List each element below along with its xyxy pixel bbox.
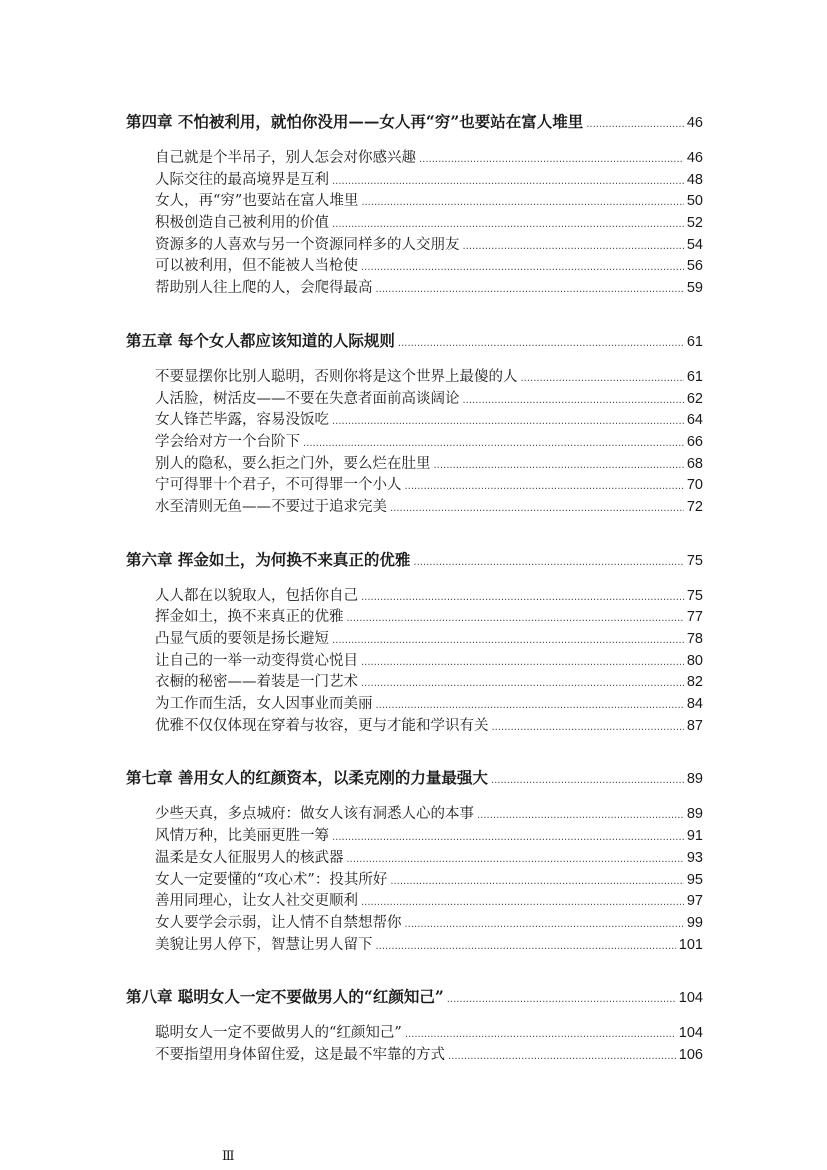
entry-page-number: 75 — [686, 587, 703, 604]
toc-entry[interactable] — [126, 846, 703, 868]
entry-title: 凸显气质的要领是扬长避短 — [155, 631, 329, 647]
toc-entry[interactable] — [126, 649, 703, 671]
entry-title: 风情万种，比美丽更胜一筹 — [155, 828, 329, 845]
toc-entry[interactable] — [126, 254, 703, 276]
entry-page-number: 48 — [686, 171, 703, 188]
entry-page-number: 80 — [686, 652, 703, 669]
entry-title: 学会给对方一个台阶下 — [155, 433, 300, 450]
entry-title: 人活脸，树活皮——不要在失意者面前高谈阔论 — [155, 390, 460, 407]
dot-leader — [405, 1030, 676, 1040]
dot-leader — [361, 658, 684, 668]
entry-title: 自己就是个半吊子，别人怎会对你感兴趣 — [155, 150, 416, 166]
entry-page-number: 78 — [686, 631, 703, 647]
dot-leader — [586, 120, 684, 130]
entry-title: 帮助别人往上爬的人，会爬得最高 — [155, 280, 373, 297]
chapter-5 — [126, 329, 703, 517]
dot-leader — [347, 855, 684, 865]
entry-page-number: 95 — [686, 871, 703, 888]
toc-entry[interactable] — [126, 452, 703, 474]
dot-leader — [390, 877, 684, 887]
dot-leader — [419, 155, 684, 165]
entry-title: 人际交往的最高境界是互利 — [155, 171, 329, 188]
dot-leader — [332, 833, 684, 843]
chapter-page-number: 104 — [678, 990, 703, 1007]
dot-leader — [448, 1052, 676, 1062]
toc-entry[interactable] — [126, 189, 703, 211]
toc-entry[interactable] — [126, 1043, 703, 1065]
entry-title: 水至清则无鱼——不要过于追求完美 — [155, 498, 387, 515]
dot-leader — [361, 198, 684, 208]
entry-title: 美貌让男人停下，智慧让男人留下 — [155, 936, 373, 953]
chapter-title: 第七章 善用女人的红颜资本，以柔克刚的力量最强大 — [126, 768, 488, 788]
toc-entry[interactable] — [126, 430, 703, 452]
entry-page-number: 46 — [686, 150, 703, 166]
chapter-page-number: 89 — [686, 771, 703, 788]
dot-leader — [332, 220, 684, 230]
entry-title: 人人都在以貌取人，包括你自己 — [155, 587, 358, 604]
toc-entry[interactable] — [126, 802, 703, 824]
entry-title: 为工作而生活，女人因事业而美丽 — [155, 696, 373, 713]
entry-page-number: 99 — [686, 914, 703, 931]
entry-title: 女人锋芒毕露，容易没饭吃 — [155, 412, 329, 429]
toc-entry[interactable] — [126, 233, 703, 255]
entry-page-number: 104 — [678, 1025, 703, 1042]
entry-page-number: 106 — [678, 1046, 703, 1063]
dot-leader — [376, 701, 684, 711]
dot-leader — [477, 811, 684, 821]
entry-page-number: 68 — [686, 455, 703, 472]
entry-page-number: 61 — [686, 368, 703, 385]
dot-leader — [491, 776, 684, 786]
entry-page-number: 77 — [686, 609, 703, 626]
entry-title: 女人，再“穷”也要站在富人堆里 — [155, 193, 359, 210]
dot-leader — [413, 558, 683, 568]
chapter-8 — [126, 985, 703, 1064]
entry-page-number: 72 — [686, 498, 703, 515]
toc-entry[interactable] — [126, 824, 703, 846]
entry-title: 温柔是女人征服男人的核武器 — [155, 849, 344, 866]
entry-title: 聪明女人一定不要做男人的“红颜知己” — [155, 1025, 402, 1042]
dot-leader — [361, 898, 684, 908]
entry-page-number: 52 — [686, 215, 703, 232]
chapter-heading[interactable] — [126, 329, 703, 353]
toc-entry[interactable] — [126, 889, 703, 911]
entry-page-number: 91 — [686, 828, 703, 845]
chapter-heading[interactable] — [126, 985, 703, 1009]
page-footer-number: Ⅲ — [222, 1149, 235, 1164]
dot-leader — [405, 482, 684, 492]
chapter-heading[interactable] — [126, 548, 703, 572]
dot-leader — [361, 679, 684, 689]
chapter-heading[interactable] — [126, 766, 703, 790]
entry-title: 衣橱的秘密——着装是一门艺术 — [155, 674, 358, 691]
entry-page-number: 62 — [686, 390, 703, 407]
toc-entry[interactable] — [126, 495, 703, 517]
entry-title: 让自己的一举一动变得赏心悦目 — [155, 652, 358, 669]
table-of-contents — [126, 110, 703, 1096]
entry-title: 少些天真，多点城府：做女人该有洞悉人心的本事 — [155, 806, 474, 823]
chapter-title: 第四章 不怕被利用，就怕你没用——女人再“穷”也要站在富人堆里 — [126, 112, 584, 131]
entry-title: 资源多的人喜欢与另一个资源同样多的人交朋友 — [155, 236, 460, 253]
entry-title: 别人的隐私，要么拒之门外，要么烂在肚里 — [155, 455, 431, 472]
entry-page-number: 101 — [678, 936, 703, 953]
toc-entry[interactable] — [126, 714, 703, 736]
entry-title: 积极创造自己被利用的价值 — [155, 215, 329, 232]
entry-title: 优雅不仅仅体现在穿着与妆容，更与才能和学识有关 — [155, 717, 489, 734]
entry-page-number: 84 — [686, 696, 703, 713]
toc-entry[interactable] — [126, 146, 703, 168]
toc-entry[interactable] — [126, 605, 703, 627]
chapter-heading[interactable] — [126, 110, 703, 134]
entry-page-number: 70 — [686, 477, 703, 494]
chapter-7 — [126, 766, 703, 954]
entry-title: 女人一定要懂的“攻心术”：投其所好 — [155, 871, 388, 888]
toc-entry[interactable] — [126, 473, 703, 495]
chapter-page-number: 75 — [686, 552, 703, 569]
entry-title: 宁可得罪十个君子，不可得罪一个小人 — [155, 477, 402, 494]
entry-page-number: 56 — [686, 258, 703, 275]
entry-page-number: 89 — [686, 806, 703, 823]
chapter-page-number: 46 — [686, 115, 703, 131]
entry-title: 挥金如土，换不来真正的优雅 — [155, 609, 344, 626]
entry-title: 善用同理心，让女人社交更顺利 — [155, 893, 358, 910]
dot-leader — [463, 242, 684, 252]
dot-leader — [332, 177, 684, 187]
entry-page-number: 82 — [686, 674, 703, 691]
entry-page-number: 66 — [686, 433, 703, 450]
dot-leader — [447, 995, 676, 1005]
dot-leader — [361, 593, 684, 603]
toc-entry[interactable] — [126, 627, 703, 649]
chapter-6 — [126, 548, 703, 736]
entry-page-number: 87 — [686, 717, 703, 734]
toc-entry[interactable] — [126, 168, 703, 190]
dot-leader — [332, 417, 684, 427]
toc-entry[interactable] — [126, 365, 703, 387]
dot-leader — [463, 396, 684, 406]
entry-title: 女人要学会示弱，让人情不自禁想帮你 — [155, 914, 402, 931]
dot-leader — [347, 614, 684, 624]
chapter-4 — [126, 110, 703, 298]
entry-title: 可以被利用，但不能被人当枪使 — [155, 258, 358, 275]
toc-entry[interactable] — [126, 211, 703, 233]
entry-page-number: 97 — [686, 893, 703, 910]
dot-leader — [390, 504, 684, 514]
chapter-title: 第五章 每个女人都应该知道的人际规则 — [126, 330, 395, 350]
toc-entry[interactable] — [126, 1021, 703, 1043]
chapter-title: 第八章 聪明女人一定不要做男人的“红颜知己” — [126, 987, 444, 1007]
toc-entry[interactable] — [126, 670, 703, 692]
entry-page-number: 93 — [686, 849, 703, 866]
dot-leader — [303, 439, 684, 449]
dot-leader — [405, 920, 684, 930]
entry-page-number: 50 — [686, 193, 703, 210]
dot-leader — [361, 263, 684, 273]
entry-page-number: 64 — [686, 412, 703, 429]
toc-entry[interactable] — [126, 276, 703, 298]
toc-entry[interactable] — [126, 387, 703, 409]
dot-leader — [398, 339, 684, 349]
toc-entry[interactable] — [126, 584, 703, 606]
dot-leader — [332, 636, 684, 646]
dot-leader — [376, 942, 676, 952]
entry-page-number: 54 — [686, 236, 703, 253]
toc-entry[interactable] — [126, 911, 703, 933]
toc-entry[interactable] — [126, 868, 703, 890]
dot-leader — [521, 374, 684, 384]
chapter-title: 第六章 挥金如土，为何换不来真正的优雅 — [126, 549, 411, 569]
toc-entry[interactable] — [126, 408, 703, 430]
entry-title: 不要显摆你比别人聪明，否则你将是这个世界上最傻的人 — [155, 368, 518, 385]
chapter-page-number: 61 — [686, 333, 703, 350]
entry-title: 不要指望用身体留住爱，这是最不牢靠的方式 — [155, 1046, 445, 1063]
entry-page-number: 59 — [686, 280, 703, 297]
toc-entry[interactable] — [126, 692, 703, 714]
dot-leader — [376, 285, 684, 295]
toc-entry[interactable] — [126, 933, 703, 955]
dot-leader — [492, 723, 684, 733]
dot-leader — [434, 461, 684, 471]
